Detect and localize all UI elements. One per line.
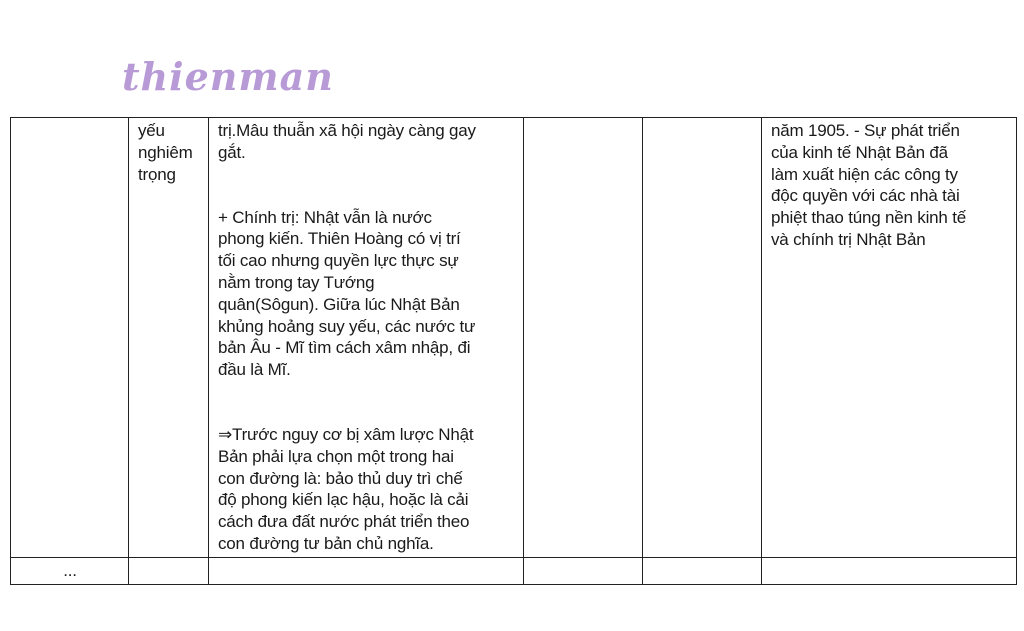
table-cell	[524, 557, 643, 584]
table-cell	[129, 118, 209, 558]
table-row	[11, 557, 1017, 584]
table-cell	[524, 118, 643, 558]
history-table	[10, 117, 1017, 585]
table-cell	[762, 557, 1017, 584]
table-cell	[762, 118, 1017, 558]
table-row	[11, 118, 1017, 558]
ellipsis-cell: ...	[11, 557, 129, 584]
table-cell	[11, 118, 129, 558]
table-cell	[129, 557, 209, 584]
table-cell	[209, 557, 524, 584]
table-cell	[643, 118, 762, 558]
paragraph-social: trị.Mâu thuẫn xã hội ngày càng gay gắt.	[218, 121, 476, 162]
cell-text: năm 1905. - Sự phát triển của kinh tế Nhật Bản đã làm xuất hiện các công ty độc quyền với các nhà tài phiệt thao túng nền kinh tế và chính trị Nhật Bản	[771, 121, 966, 249]
watermark-logo: thienman	[122, 54, 334, 99]
table-cell	[643, 557, 762, 584]
cell-text: yếu nghiêm trọng	[138, 121, 193, 184]
paragraph-politics: + Chính trị: Nhật vẫn là nước phong kiến. Thiên Hoàng có vị trí tối cao nhưng quyền lực thực sự nằm trong tay Tướng quân(Sôgun). Giữa lúc Nhật Bản khủng hoảng suy yếu, các nước tư bản Âu - Mĩ tìm cách xâm nhập, đi đầu là Mĩ.	[218, 207, 476, 380]
paragraph-conclusion: ⇒Trước nguy cơ bị xâm lược Nhật Bản phải lựa chọn một trong hai con đường là: bảo thủ duy trì chế độ phong kiến lạc hậu, hoặc là cải cách đưa đất nước phát triển theo con đường tư bản chủ nghĩa.	[218, 424, 474, 553]
table-cell	[209, 118, 524, 558]
